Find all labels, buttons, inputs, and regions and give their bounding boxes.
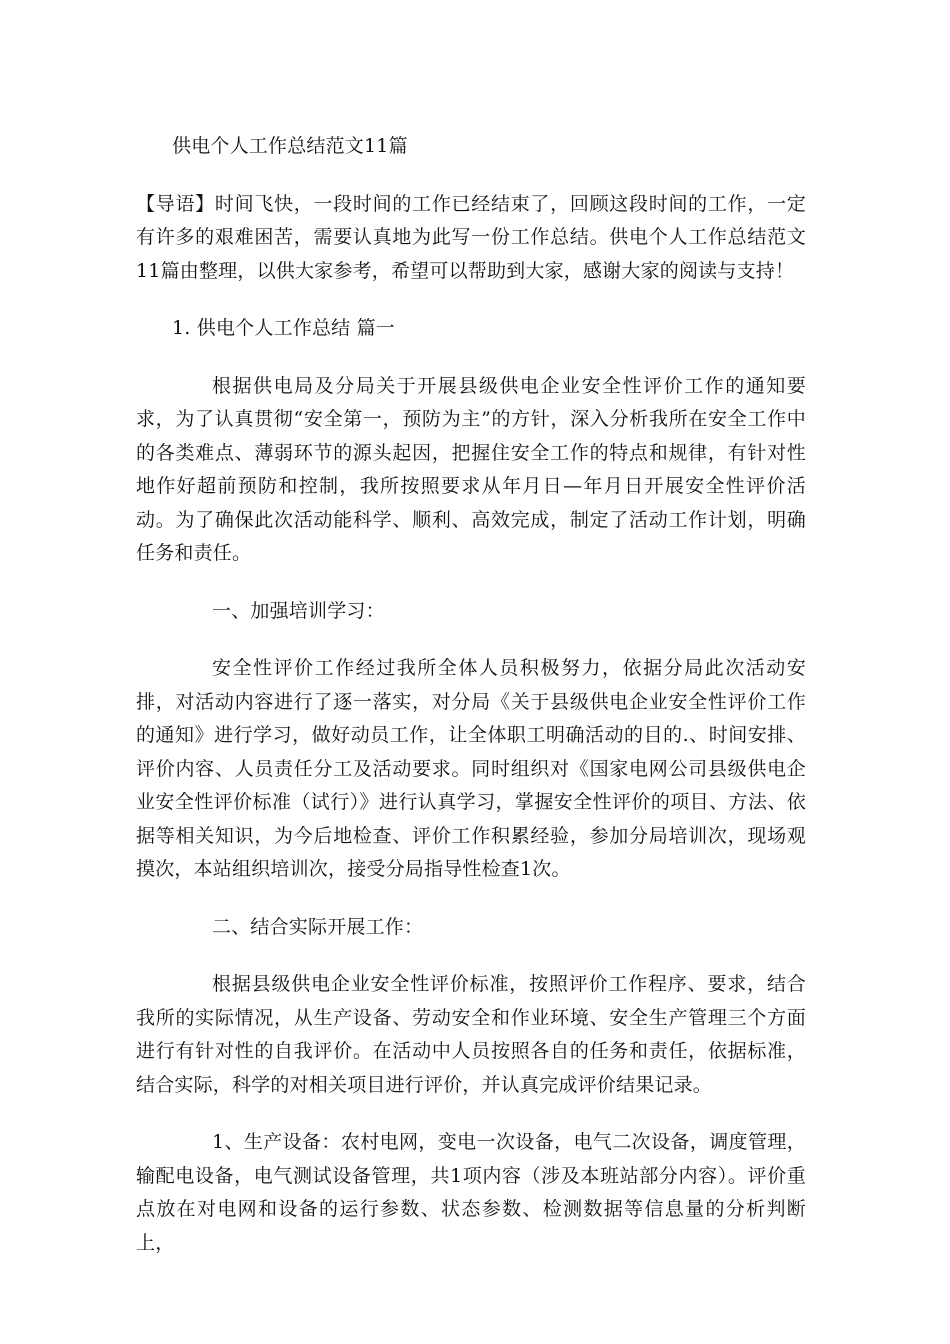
body-paragraph-4: 1、生产设备：农村电网，变电一次设备，电气二次设备，调度管理，输配电设备，电气测试设备管理，共1项内容（涉及本班站部分内容）。评价重点放在对电网和设备的运行参数、状态参数、检测数据等信息量的分析判断上， <box>136 1131 806 1254</box>
intro-paragraph: 【导语】时间飞快，一段时间的工作已经结束了，回顾这段时间的工作，一定有许多的艰难困苦，需要认真地为此写一份工作总结。供电个人工作总结范文11篇由整理，以供大家参考，希望可以帮助到大家，感谢大家的阅读与支持！ <box>136 192 806 282</box>
section-heading: 1. 供电个人工作总结 篇一 <box>172 317 396 339</box>
body-paragraph-3: 根据县级供电企业安全性评价标准，按照评价工作程序、要求，结合我所的实际情况，从生产设备、劳动安全和作业环境、安全生产管理三个方面进行有针对性的自我评价。在活动中人员按照各自的任务和责任，依据标准，结合实际，科学的对相关项目进行评价，并认真完成评价结果记录。 <box>136 973 806 1096</box>
subheading-practice: 二、结合实际开展工作： <box>212 915 424 938</box>
body-paragraph-2: 安全性评价工作经过我所全体人员积极努力，依据分局此次活动安排，对活动内容进行了逐一落实，对分局《关于县级供电企业安全性评价工作的通知》进行学习，做好动员工作，让全体职工明确活动的目的.、时间安排、评价内容、人员责任分工及活动要求。同时组织对《国家电网公司县级供电企业安全性评价标准（试行）》进行认真学习，掌握安全性评价的项目、方法、依据等相关知识，为今后地检查、评价工作积累经验，参加分局培训次，现场观摸次，本站组织培训次，接受分局指导性检查1次。 <box>136 657 806 880</box>
document-body <box>136 130 806 1284</box>
document-title: 供电个人工作总结范文11篇 <box>172 135 408 157</box>
body-paragraph-1: 根据供电局及分局关于开展县级供电企业安全性评价工作的通知要求，为了认真贯彻“安全第一，预防为主”的方针，深入分析我所在安全工作中的各类难点、薄弱环节的源头起因，把握住安全工作的特点和规律，有针对性地作好超前预防和控制，我所按照要求从年月日—年月日开展安全性评价活动。为了确保此次活动能科学、顺利、高效完成，制定了活动工作计划，明确任务和责任。 <box>136 374 806 564</box>
subheading-training: 一、加强培训学习： <box>212 599 385 622</box>
